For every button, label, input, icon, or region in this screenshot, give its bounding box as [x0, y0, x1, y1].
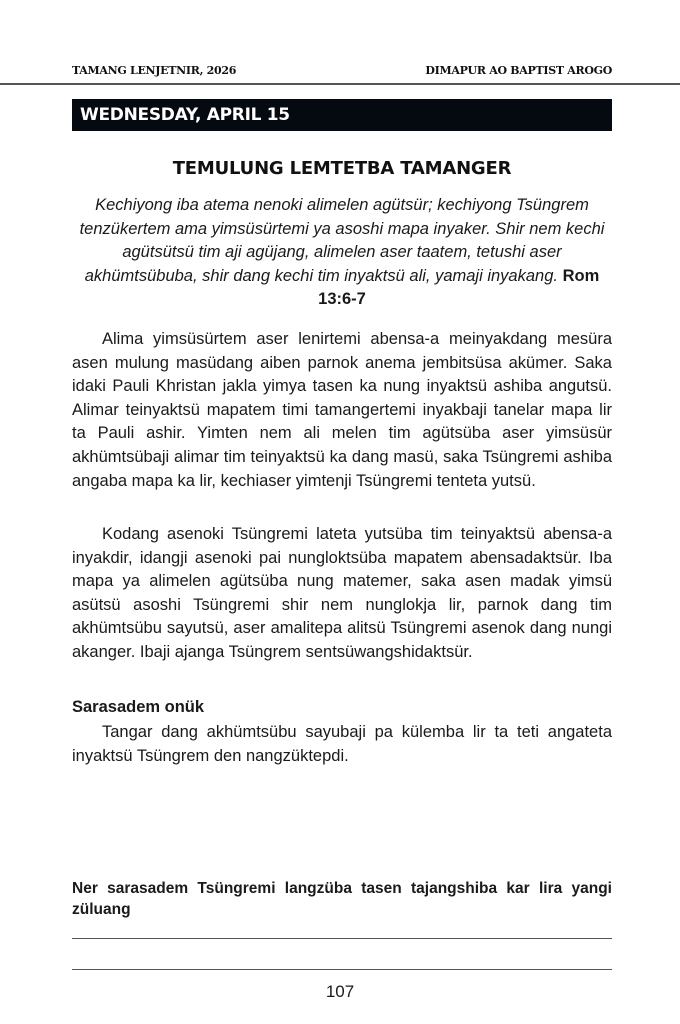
prayer-heading: Sarasadem onük	[72, 698, 205, 716]
writing-line[interactable]	[72, 969, 612, 970]
body-paragraph-1	[72, 328, 612, 493]
running-head	[72, 64, 612, 80]
body-paragraph-2	[72, 523, 612, 665]
date-banner-text: WEDNESDAY, APRIL 15	[80, 105, 290, 125]
verse-text: Kechiyong iba atema nenoki alimelen agütsür; kechiyong Tsüngrem tenzükertem ama yimsüsürtemi ya asoshi mapa inyaker. Shir nem kechi agütsütsü tim aji agüjang, alimelen aser taatem, tetushi aser akhümtsübuba, shir dang kechi tim inyaktsü ali, yamaji inyakang.	[79, 196, 605, 285]
paragraph-text: Kodang asenoki Tsüngremi lateta yutsüba tim teinyaktsü abensa-a inyakdir, idangji asenoki pai nungloktsüba mapatem abensadaktsür. Iba mapa ya alimelen agütsüba nung matemer, saka asen madak yimsü asütsü asoshi Tsüngremi shir nem nunglokja lir, parnok dang tim akhümtsübu sayutsü, aser amalitepa alitsü Tsüngremi asenok dang nungi akanger. Ibaji ajanga Tsüngrem sentsüwangshidaktsür.	[72, 525, 612, 661]
prayer-text: Tangar dang akhümtsübu sayubaji pa külemba lir ta teti angateta inyaktsü Tsüngrem den nangzüktepdi.	[72, 723, 612, 765]
header-rule	[0, 83, 680, 85]
writing-line[interactable]	[72, 938, 612, 939]
scripture-verse	[72, 194, 612, 312]
verse-reference: Rom 13:6-7	[318, 266, 600, 309]
reflection-prompt: Ner sarasadem Tsüngremi langzüba tasen tajangshiba kar lira yangi züluang	[72, 880, 612, 918]
running-head-right: DIMAPUR AO BAPTIST AROGO	[425, 64, 612, 77]
page-title: TEMULUNG LEMTETBA TAMANGER	[172, 158, 512, 179]
running-head-left: TAMANG LENJETNIR, 2026	[72, 64, 237, 77]
prayer-paragraph	[72, 721, 612, 768]
date-banner	[72, 99, 612, 131]
page-number: 107	[325, 982, 355, 1001]
paragraph-text: Alima yimsüsürtem aser lenirtemi abensa-a meinyakdang mesüra asen mulung masüdang aiben parnok anema jembitsüsa akümer. Saka idaki Pauli Khristan jakla yimya tasen ka nung inyaktsü ashiba angutsü. Alimar teinyaktsü mapatem timi tamangertemi inyakbaji tanelar mapa lir ta Pauli ashir. Yimten nem ali melen tim agütsüba aser yimsüsür akhümtsübaji alimar tim teinyaktsü ka dang masü, saka Tsüngremi ashiba angaba mapa ka lir, kechiaser yimtenji Tsüngremi tenteta yutsü.	[72, 330, 612, 490]
